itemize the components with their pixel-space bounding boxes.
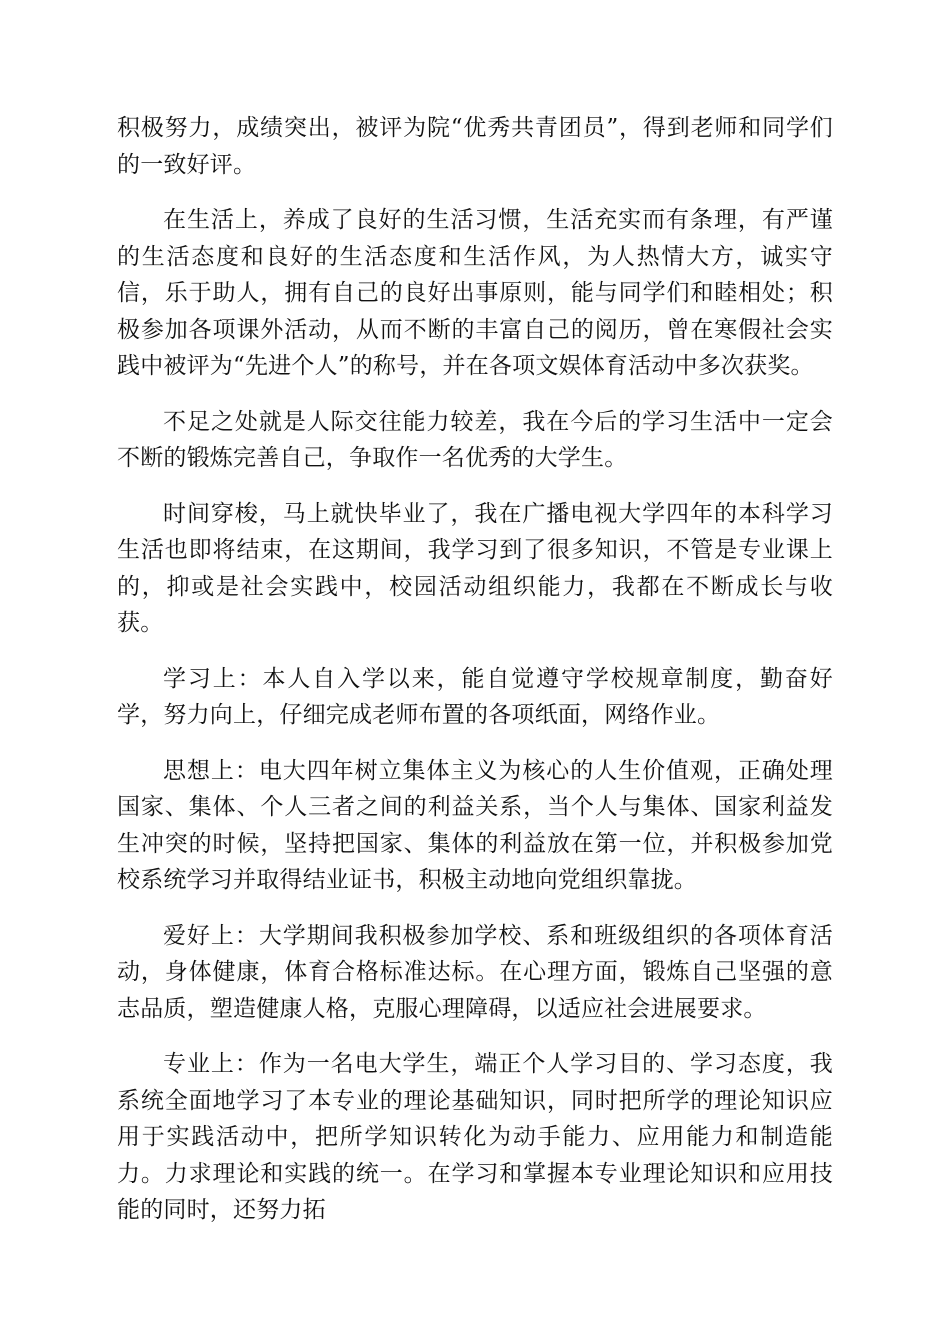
paragraph-8: 专业上：作为一名电大学生，端正个人学习目的、学习态度，我系统全面地学习了本专业的理论基础知识，同时把所学的理论知识应用于实践活动中，把所学知识转化为动手能力、应用能力和制造能力。力求理论和实践的统一。在学习和掌握本专业理论知识和应用技能的同时，还努力拓 [117,1051,833,1223]
paragraph-6: 思想上：电大四年树立集体主义为核心的人生价值观，正确处理国家、集体、个人三者之间的利益关系，当个人与集体、国家利益发生冲突的时候，坚持把国家、集体的利益放在第一位，并积极参加党校系统学习并取得结业证书，积极主动地向党组织靠拢。 [117,757,833,893]
document-body [117,110,833,1248]
paragraph-3: 不足之处就是人际交往能力较差，我在今后的学习生活中一定会不断的锻炼完善自己，争取作一名优秀的大学生。 [117,408,833,471]
paragraph-4: 时间穿梭，马上就快毕业了，我在广播电视大学四年的本科学习生活也即将结束，在这期间，我学习到了很多知识，不管是专业课上的，抑或是社会实践中，校园活动组织能力，我都在不断成长与收获。 [117,500,833,636]
paragraph-2: 在生活上，养成了良好的生活习惯，生活充实而有条理，有严谨的生活态度和良好的生活态度和生活作风，为人热情大方，诚实守信，乐于助人，拥有自己的良好出事原则，能与同学们和睦相处；积极参加各项课外活动，从而不断的丰富自己的阅历，曾在寒假社会实践中被评为“先进个人”的称号，并在各项文娱体育活动中多次获奖。 [117,207,833,379]
paragraph-5: 学习上：本人自入学以来，能自觉遵守学校规章制度，勤奋好学，努力向上，仔细完成老师布置的各项纸面，网络作业。 [117,665,833,728]
paragraph-1: 积极努力，成绩突出，被评为院“优秀共青团员”，得到老师和同学们的一致好评。 [117,115,833,178]
paragraph-7: 爱好上：大学期间我积极参加学校、系和班级组织的各项体育活动，身体健康，体育合格标准达标。在心理方面，锻炼自己坚强的意志品质，塑造健康人格，克服心理障碍，以适应社会进展要求。 [117,922,833,1022]
